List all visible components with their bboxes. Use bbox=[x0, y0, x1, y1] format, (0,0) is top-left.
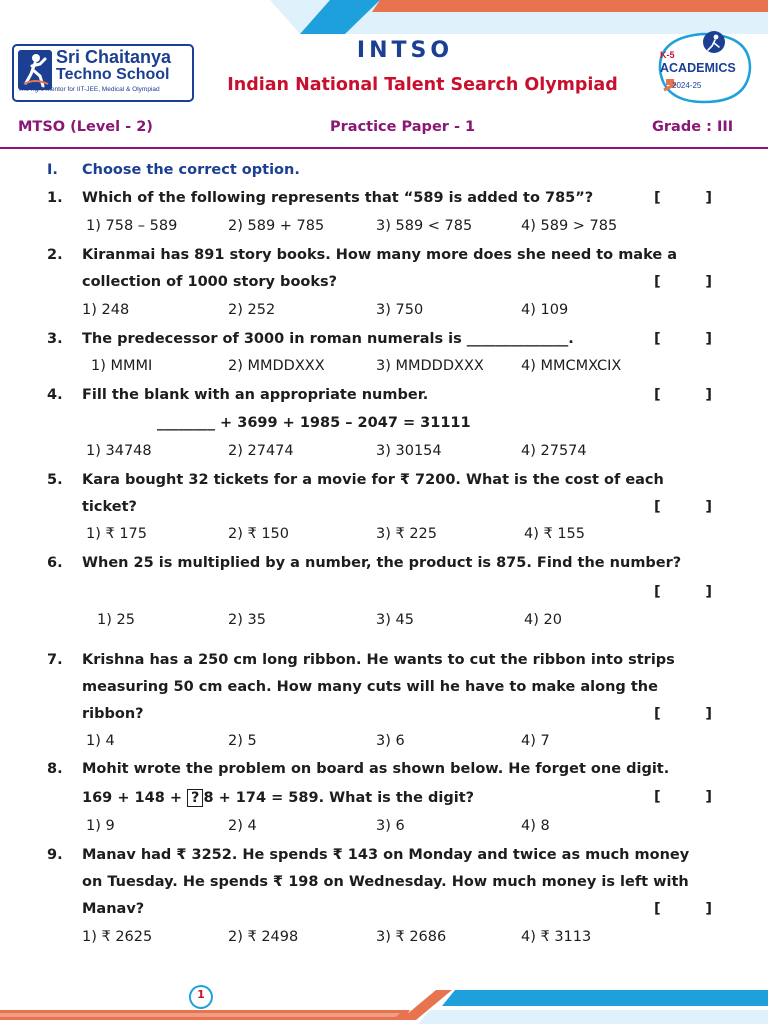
footer-decoration bbox=[0, 986, 768, 1024]
bracket-open: [ bbox=[654, 584, 661, 600]
question-text: Which of the following represents that “589 is added to 785”? bbox=[82, 190, 594, 206]
question-text: Kara bought 32 tickets for a movie for ₹ 7200. What is the cost of each bbox=[82, 472, 664, 488]
question-number: 5. bbox=[47, 472, 63, 488]
option-1: 1) 34748 bbox=[86, 443, 152, 459]
option-4: 4) 8 bbox=[521, 818, 550, 834]
question-number: 4. bbox=[47, 387, 63, 403]
option-3: 3) ₹ 2686 bbox=[376, 929, 447, 945]
option-2: 2) 252 bbox=[228, 302, 276, 318]
option-2: 2) 5 bbox=[228, 733, 257, 749]
option-4: 4) 589 > 785 bbox=[521, 218, 618, 234]
answer-box[interactable] bbox=[654, 499, 712, 515]
question-text: Fill the blank with an appropriate number. bbox=[82, 387, 429, 403]
grade-label: Grade : III bbox=[652, 119, 734, 135]
bracket-open: [ bbox=[654, 706, 661, 722]
bracket-open: [ bbox=[654, 789, 661, 805]
logo-tagline: The right mentor for IIT-JEE, Medical & Olympiad bbox=[18, 86, 160, 93]
option-4: 4) 20 bbox=[524, 612, 562, 628]
runner-logo-icon bbox=[18, 50, 52, 90]
option-2: 2) 4 bbox=[228, 818, 257, 834]
option-3: 3) 45 bbox=[376, 612, 414, 628]
option-3: 3) ₹ 225 bbox=[376, 526, 438, 542]
question-number: 2. bbox=[47, 247, 63, 263]
question-text: Kiranmai has 891 story books. How many more does she need to make a bbox=[82, 247, 678, 263]
question-text: measuring 50 cm each. How many cuts will he have to make along the bbox=[82, 679, 658, 695]
question-text: When 25 is multiplied by a number, the product is 875. Find the number? bbox=[82, 555, 682, 571]
bracket-open: [ bbox=[654, 331, 661, 347]
question-number: 1. bbox=[47, 190, 63, 206]
exam-level: MTSO (Level - 2) bbox=[18, 119, 153, 135]
bracket-close: ] bbox=[705, 274, 712, 290]
badge-year: 2024-25 bbox=[672, 81, 702, 90]
option-2: 2) ₹ 150 bbox=[228, 526, 290, 542]
question-text: The predecessor of 3000 in roman numerals is ______________. bbox=[82, 331, 574, 347]
option-1: 1) 4 bbox=[86, 733, 115, 749]
option-2: 2) MMDDXXX bbox=[228, 358, 325, 374]
bracket-close: ] bbox=[705, 789, 712, 805]
option-4: 4) ₹ 155 bbox=[524, 526, 586, 542]
question-number: 6. bbox=[47, 555, 63, 571]
question-text: ticket? bbox=[82, 499, 137, 515]
option-2: 2) 27474 bbox=[228, 443, 294, 459]
option-4: 4) MMCMXCIX bbox=[521, 358, 622, 374]
badge-label: K-5 bbox=[660, 50, 675, 60]
question-number: 8. bbox=[47, 761, 63, 777]
logo-subname: Techno School bbox=[56, 66, 170, 83]
answer-box[interactable] bbox=[654, 706, 712, 722]
answer-box[interactable] bbox=[654, 331, 712, 347]
question-text: Mohit wrote the problem on board as shown below. He forget one digit. bbox=[82, 761, 670, 777]
answer-box[interactable] bbox=[654, 789, 712, 805]
missing-digit-box: ? bbox=[187, 789, 203, 807]
question-text: collection of 1000 story books? bbox=[82, 274, 338, 290]
question-text: ribbon? bbox=[82, 706, 144, 722]
badge-name: ACADEMICS bbox=[660, 61, 736, 75]
question-number: 3. bbox=[47, 331, 63, 347]
answer-box[interactable] bbox=[654, 901, 712, 917]
option-3: 3) 6 bbox=[376, 818, 405, 834]
question-text: on Tuesday. He spends ₹ 198 on Wednesday. How much money is left with bbox=[82, 874, 689, 890]
option-2: 2) ₹ 2498 bbox=[228, 929, 299, 945]
option-1: 1) 25 bbox=[97, 612, 135, 628]
question-number: 7. bbox=[47, 652, 63, 668]
bracket-open: [ bbox=[654, 387, 661, 403]
question-number: 9. bbox=[47, 847, 63, 863]
option-1: 1) 758 – 589 bbox=[86, 218, 178, 234]
option-1: 1) 9 bbox=[86, 818, 115, 834]
option-1: 1) ₹ 2625 bbox=[82, 929, 153, 945]
bracket-open: [ bbox=[654, 274, 661, 290]
option-1: 1) 248 bbox=[82, 302, 130, 318]
option-4: 4) 7 bbox=[521, 733, 550, 749]
answer-box[interactable] bbox=[654, 387, 712, 403]
equation-part: 8 + 174 = 589. What is the digit? bbox=[203, 790, 475, 806]
option-2: 2) 35 bbox=[228, 612, 266, 628]
bracket-close: ] bbox=[705, 387, 712, 403]
question-text: Krishna has a 250 cm long ribbon. He wants to cut the ribbon into strips bbox=[82, 652, 675, 668]
olympiad-title: INTSO bbox=[356, 38, 454, 63]
school-logo bbox=[12, 44, 194, 102]
logo-name: Sri Chaitanya bbox=[56, 47, 172, 67]
paper-name: Practice Paper - 1 bbox=[330, 119, 476, 135]
option-3: 3) 6 bbox=[376, 733, 405, 749]
olympiad-fullname: Indian National Talent Search Olympiad bbox=[227, 75, 618, 95]
section-number: I. bbox=[47, 162, 58, 178]
page-number: 1 bbox=[197, 988, 205, 1001]
bracket-close: ] bbox=[705, 499, 712, 515]
question-equation: ________ + 3699 + 1985 – 2047 = 31111 bbox=[157, 415, 471, 431]
bracket-open: [ bbox=[654, 499, 661, 515]
option-2: 2) 589 + 785 bbox=[228, 218, 325, 234]
option-1: 1) ₹ 175 bbox=[86, 526, 148, 542]
option-3: 3) 750 bbox=[376, 302, 424, 318]
question-text: Manav? bbox=[82, 901, 145, 917]
bracket-close: ] bbox=[705, 584, 712, 600]
answer-box[interactable] bbox=[654, 190, 712, 206]
question-equation bbox=[82, 789, 474, 807]
option-3: 3) 30154 bbox=[376, 443, 442, 459]
bracket-close: ] bbox=[705, 901, 712, 917]
bracket-open: [ bbox=[654, 190, 661, 206]
section-instruction: Choose the correct option. bbox=[82, 162, 300, 178]
header-divider bbox=[0, 147, 768, 149]
option-1: 1) MMMI bbox=[91, 358, 153, 374]
bracket-close: ] bbox=[705, 331, 712, 347]
option-3: 3) 589 < 785 bbox=[376, 218, 473, 234]
option-4: 4) ₹ 3113 bbox=[521, 929, 592, 945]
answer-box[interactable] bbox=[654, 584, 712, 600]
answer-box[interactable] bbox=[654, 274, 712, 290]
option-3: 3) MMDDDXXX bbox=[376, 358, 484, 374]
bracket-close: ] bbox=[705, 190, 712, 206]
option-4: 4) 109 bbox=[521, 302, 569, 318]
question-text: Manav had ₹ 3252. He spends ₹ 143 on Monday and twice as much money bbox=[82, 847, 690, 863]
bracket-close: ] bbox=[705, 706, 712, 722]
equation-part: 169 + 148 + bbox=[82, 790, 188, 806]
option-4: 4) 27574 bbox=[521, 443, 587, 459]
bracket-open: [ bbox=[654, 901, 661, 917]
